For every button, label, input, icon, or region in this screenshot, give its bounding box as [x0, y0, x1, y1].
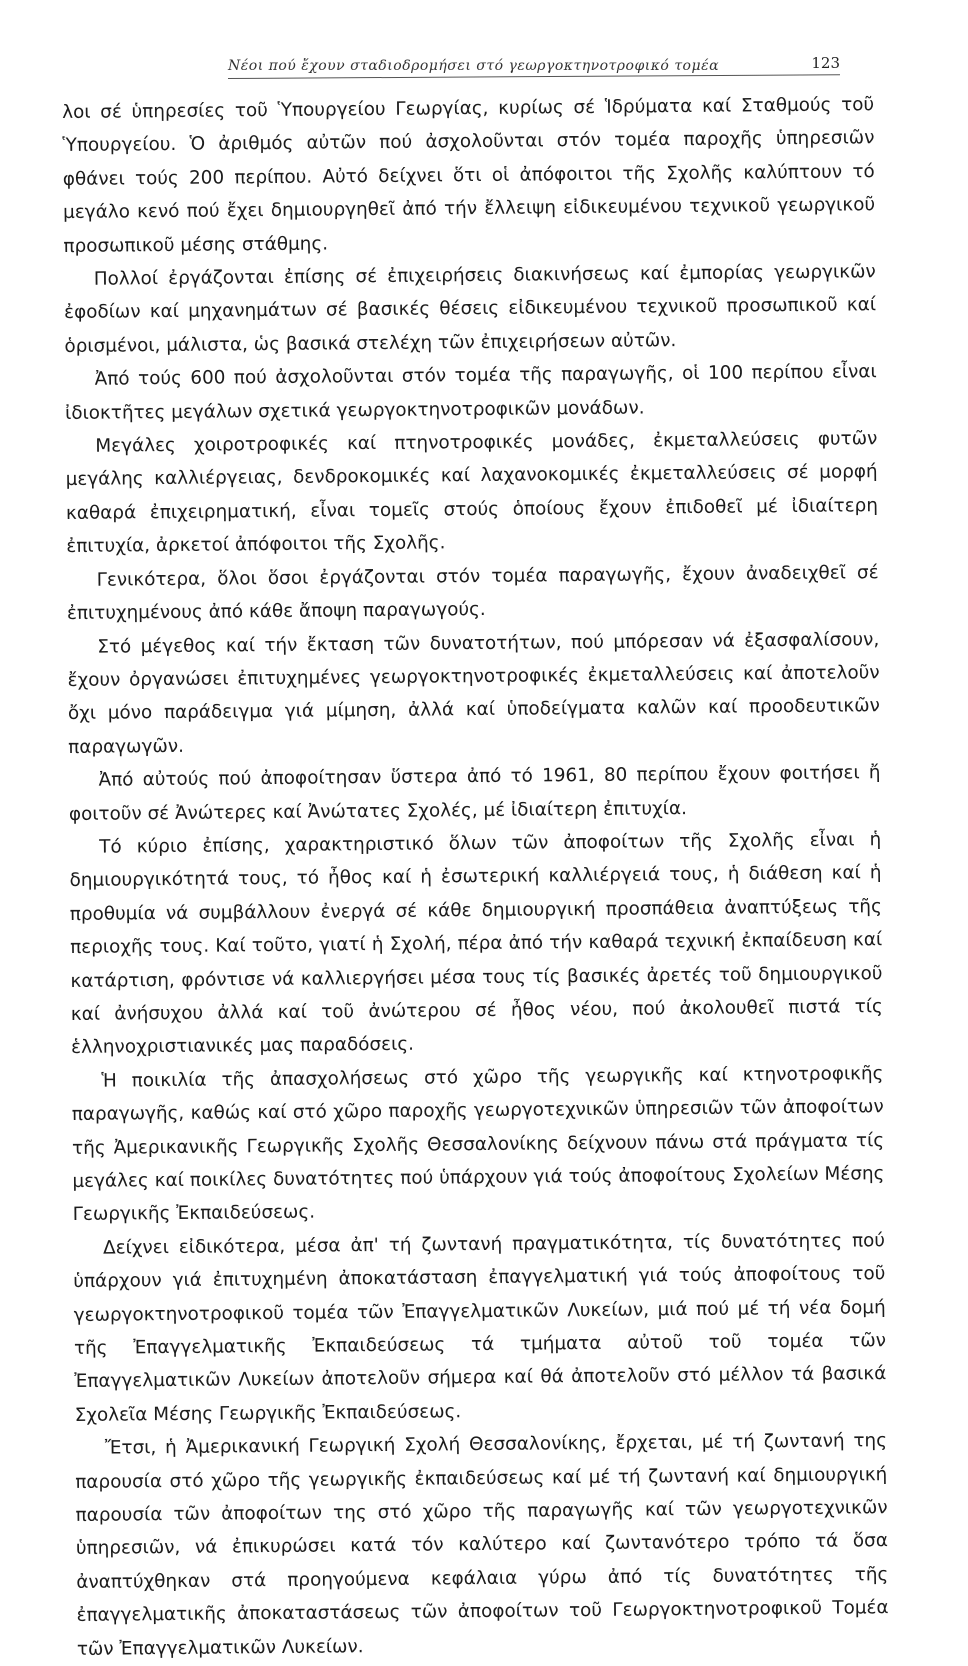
page-number: 123: [811, 54, 840, 72]
paragraph: Τό κύριο ἐπίσης, χαρακτηριστικό ὅλων τῶν ἀποφοίτων τῆς Σχολῆς εἶναι ἡ δημιουργικότητά τους, τό ἦθος καί ἡ ἐσωτερική καλλιέργειά τους, ἡ διάθεση καί ἡ προθυμία νά συμβάλλουν ἐνεργά σέ κάθε δημιουργική προσπάθεια ἀναπτύξεως τῆς περιοχῆς τους. Καί τοῦτο, γιατί ἡ Σχολή, πέρα ἀπό τήν καθαρά τεχνική ἐκπαίδευση καί κατάρτιση, φρόντισε νά καλλιεργήσει μέσα τους τίς βασικές ἀρετές τοῦ δημιουργικοῦ καί ἀνήσυχου ἀλλά καί τοῦ ἀνώτερου σέ ἦθος νέου, πού ἀκολουθεῖ πιστά τίς ἑλληνοχριστιανικές μας παραδόσεις.: [69, 829, 883, 1059]
paragraph: Δείχνει εἰδικότερα, μέσα ἀπ' τή ζωντανή πραγματικότητα, τίς δυνατότητες πού ὑπάρχουν γιά ἐπιτυχημένη ἀποκατάσταση ἐπαγγελματική γιά τούς ἀποφοίτους τοῦ γεωργοκτηνοτροφικοῦ τομέα τῶν Ἐπαγγελματικῶν Λυκείων, μιά πού μέ τή νέα δομή τῆς Ἐπαγγελματικῆς Ἐκπαιδεύσεως τά τμήματα αὐτοῦ τοῦ τομέα τῶν Ἐπαγγελματικῶν Λυκείων ἀποτελοῦν σήμερα καί θά ἀποτελοῦν στό μέλλον τά βασικά Σχολεῖα Μέσης Γεωργικῆς Ἐκπαιδεύσεως.: [73, 1229, 887, 1426]
paragraph: Ἀπό τούς 600 πού ἀσχολοῦνται στόν τομέα τῆς παραγωγῆς, οἱ 100 περίπου εἶναι ἰδιοκτῆτες μεγάλων σχετικά γεωργοκτηνοτροφικῶν μονάδων.: [64, 361, 877, 424]
paragraph: Ἔτσι, ἡ Ἀμερικανική Γεωργική Σχολή Θεσσαλονίκης, ἔρχεται, μέ τή ζωντανή της παρουσία στό χῶρο τῆς γεωργικῆς ἐκπαιδεύσεως καί μέ τή ζωντανή καί δημιουργική παρουσία τῶν ἀποφοίτων της στό χῶρο τῆς παραγωγῆς καί τῶν γεωργοτεχνικῶν ὑπηρεσιῶν, νά ἐπικυρώσει κατά τόν καλύτερο καί ζωντανότερο τρόπο τά ὅσα ἀναπτύχθηκαν στά προηγούμενα κεφάλαια γύρω ἀπό τίς δυνατότητες τῆς ἐπαγγελματικῆς ἀποκαταστάσεως τῶν ἀποφοίτων τοῦ Γεωργοκτηνοτροφικοῦ Τομέα τῶν Ἐπαγγελματικῶν Λυκείων.: [75, 1430, 889, 1660]
body-text: [62, 88, 889, 1666]
paragraph: λοι σέ ὑπηρεσίες τοῦ Ὑπουργείου Γεωργίας, κυρίως σέ Ἱδρύματα καί Σταθμούς τοῦ Ὑπουργείου. Ὁ ἀριθμός αὐτῶν πού ἀσχολοῦνται στόν τομέα παροχῆς ὑπηρεσιῶν φθάνει τούς 200 περίπου. Αὐτό δείχνει ὅτι οἱ ἀπόφοιτοι τῆς Σχολῆς καλύπτουν τό μεγάλο κενό πού ἔχει δημιουργηθεῖ ἀπό τήν ἔλλειψη εἰδικευμένου τεχνικοῦ γεωργικοῦ προσωπικοῦ μέσης στάθμης.: [62, 94, 876, 257]
paragraph: Ἀπό αὐτούς πού ἀποφοίτησαν ὕστερα ἀπό τό 1961, 80 περίπου ἔχουν φοιτήσει ἤ φοιτοῦν σέ Ἀνώτερες καί Ἀνώτατες Σχολές, μέ ἰδιαίτερη ἐπιτυχία.: [68, 762, 881, 825]
paragraph: Γενικότερα, ὅλοι ὅσοι ἐργάζονται στόν τομέα παραγωγῆς, ἔχουν ἀναδειχθεῖ σέ ἐπιτυχημένους ἀπό κάθε ἄποψη παραγωγούς.: [66, 561, 879, 625]
paragraph: Μεγάλες χοιροτροφικές καί πτηνοτροφικές μονάδες, ἐκμεταλλεύσεις φυτῶν μεγάλης καλλιέργειας, δενδροκομικές καί λαχανοκομικές ἐκμεταλλεύσεις σέ μορφή καθαρά ἐπιχειρηματική, εἶναι τομεῖς στούς ὁποίους ἔχουν ἐπιδοθεῖ μέ ἰδιαίτερη ἐπιτυχία, ἀρκετοί ἀπόφοιτοι τῆς Σχολῆς.: [65, 428, 879, 558]
paragraph: Στό μέγεθος καί τήν ἔκταση τῶν δυνατοτήτων, πού μπόρεσαν νά ἐξασφαλίσουν, ἔχουν ὀργανώσει ἐπιτυχημένες γεωργοκτηνοτροφικές ἐκμεταλλεύσεις καί ἀποτελοῦν ὄχι μόνο παράδειγμα γιά μίμηση, ἀλλά καί ὑποδείγματα καλῶν καί προοδευτικῶν παραγωγῶν.: [67, 628, 880, 758]
paragraph: Ἡ ποικιλία τῆς ἀπασχολήσεως στό χῶρο τῆς γεωργικῆς καί κτηνοτροφικῆς παραγωγῆς, καθώς καί στό χῶρο παροχῆς γεωργοτεχνικῶν ὑπηρεσιῶν τῶν ἀποφοίτων τῆς Ἀμερικανικῆς Γεωργικῆς Σχολῆς Θεσσαλονίκης δείχνουν πάνω στά πράγματα τίς μεγάλες καί ποικίλες δυνατότητες πού ὑπάρχουν γιά τούς ἀποφοίτους Σχολείων Μέσης Γεωργικῆς Ἐκπαιδεύσεως.: [71, 1062, 885, 1226]
running-title: Νέοι πού ἔχουν σταδιοδρομήσει στό γεωργοκτηνοτροφικό τομέα: [228, 58, 720, 74]
paragraph: Πολλοί ἐργάζονται ἐπίσης σέ ἐπιχειρήσεις διακινήσεως καί ἐμπορίας γεωργικῶν ἐφοδίων καί μηχανημάτων σέ βασικές θέσεις εἰδικευμένου τεχνικοῦ προσωπικοῦ καί ὁρισμένοι, μάλιστα, ὡς βασικά στελέχη τῶν ἐπιχειρήσεων αὐτῶν.: [63, 261, 877, 357]
